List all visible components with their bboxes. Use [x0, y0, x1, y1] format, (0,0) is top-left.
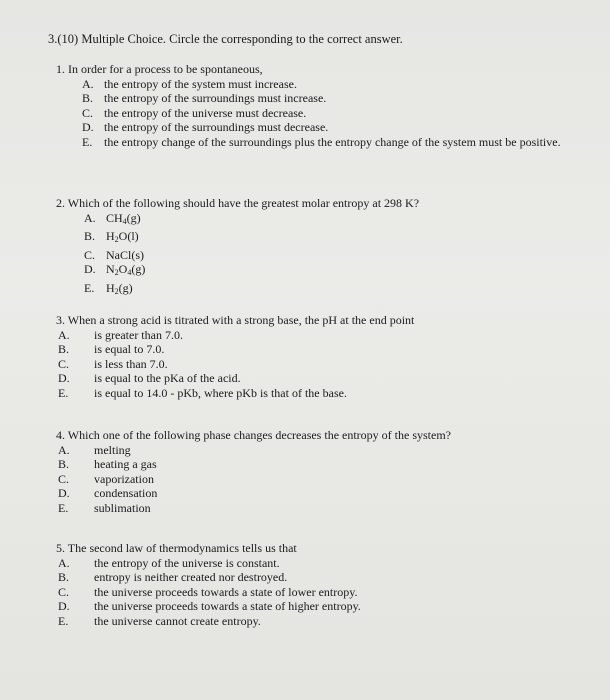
option-letter: E. [58, 385, 69, 400]
formula-part: (g) [131, 262, 146, 276]
option-text: is equal to the pKa of the acid. [94, 371, 241, 385]
formula-part: (g) [118, 280, 133, 295]
formula-h2 [106, 281, 576, 300]
formula-subscript: 2 [114, 235, 119, 244]
option-c[interactable] [84, 248, 576, 263]
question-text: 5. The second law of thermodynamics tells us that [56, 541, 297, 555]
option-text: the universe proceeds towards a state of lower entropy. [94, 584, 358, 599]
formula-part: O(l) [118, 229, 139, 243]
option-c[interactable] [82, 106, 576, 121]
option-e[interactable] [58, 614, 576, 629]
option-letter: C. [84, 247, 96, 262]
option-text: the entropy of the surroundings must decrease. [104, 120, 329, 134]
option-letter: B. [58, 342, 70, 356]
question-3 [56, 313, 576, 400]
option-a[interactable] [58, 556, 576, 571]
question-5 [56, 541, 576, 628]
formula-subscript: 2 [114, 268, 119, 277]
option-e[interactable] [58, 386, 576, 401]
option-letter: E. [58, 613, 69, 628]
option-text: the entropy change of the surroundings plus the entropy change of the system must be positive. [104, 134, 561, 149]
option-d[interactable] [82, 120, 576, 135]
option-letter: D. [58, 486, 70, 500]
option-b[interactable] [84, 229, 576, 248]
option-text: is greater than 7.0. [94, 327, 183, 342]
option-e[interactable] [84, 281, 576, 300]
formula-part: H [106, 280, 115, 295]
question-1 [56, 62, 576, 149]
option-text: melting [94, 442, 131, 457]
option-letter: A. [82, 76, 94, 91]
option-text: entropy is neither created nor destroyed. [94, 570, 288, 584]
option-a[interactable] [84, 211, 576, 230]
option-text: the entropy of the universe must decrease. [104, 105, 307, 120]
formula-nacl: NaCl(s) [106, 247, 144, 262]
option-text: is equal to 14.0 - pKb, where pKb is that of the base. [94, 385, 347, 400]
option-text: condensation [94, 486, 158, 500]
formula-part: CH [106, 210, 123, 225]
option-b[interactable] [58, 342, 576, 357]
option-c[interactable] [58, 472, 576, 487]
option-letter: C. [58, 356, 70, 371]
option-d[interactable] [58, 371, 576, 386]
formula-part: N [106, 262, 115, 276]
option-text: vaporization [94, 471, 154, 486]
option-letter: D. [82, 120, 94, 134]
question-text: 4. Which one of the following phase changes decreases the entropy of the system? [56, 428, 451, 442]
option-letter: D. [58, 371, 70, 385]
option-letter: B. [58, 570, 70, 584]
question-text: 1. In order for a process to be spontaneous, [56, 62, 263, 76]
option-letter: E. [82, 134, 93, 149]
option-text: the entropy of the surroundings must increase. [104, 91, 327, 105]
formula-n2o4 [106, 262, 576, 281]
option-letter: A. [58, 442, 70, 457]
option-letter: C. [58, 471, 70, 486]
option-text: the universe proceeds towards a state of higher entropy. [94, 599, 361, 613]
option-e[interactable] [58, 501, 576, 516]
question-text: 2. Which of the following should have the greatest molar entropy at 298 K? [56, 196, 420, 210]
formula-part: (g) [126, 210, 141, 225]
option-a[interactable] [58, 328, 576, 343]
option-e[interactable] [82, 135, 576, 150]
option-letter: C. [82, 105, 94, 120]
option-b[interactable] [58, 457, 576, 472]
option-letter: D. [84, 262, 96, 276]
option-letter: A. [84, 210, 96, 225]
option-a[interactable] [82, 77, 576, 92]
option-letter: C. [58, 584, 70, 599]
option-letter: B. [82, 91, 94, 105]
option-text: the entropy of the universe is constant. [94, 555, 280, 570]
option-text: the entropy of the system must increase. [104, 76, 297, 91]
option-text: the universe cannot create entropy. [94, 613, 261, 628]
option-text: heating a gas [94, 457, 157, 471]
option-letter: D. [58, 599, 70, 613]
option-letter: A. [58, 555, 70, 570]
option-letter: E. [58, 500, 69, 515]
option-letter: B. [84, 229, 96, 243]
formula-h2o [106, 229, 576, 248]
formula-part: O [118, 262, 128, 276]
option-letter: E. [84, 280, 95, 295]
formula-ch4 [106, 211, 576, 230]
option-b[interactable] [58, 570, 576, 585]
option-d[interactable] [84, 262, 576, 281]
option-a[interactable] [58, 443, 576, 458]
formula-part: H [106, 229, 115, 243]
option-text: is equal to 7.0. [94, 342, 165, 356]
option-text: sublimation [94, 500, 151, 515]
option-d[interactable] [58, 599, 576, 614]
option-d[interactable] [58, 486, 576, 501]
question-text: 3. When a strong acid is titrated with a strong base, the pH at the end point [56, 313, 415, 327]
option-text: is less than 7.0. [94, 356, 168, 371]
option-letter: A. [58, 327, 70, 342]
formula-subscript: 2 [114, 286, 119, 296]
option-c[interactable] [58, 357, 576, 372]
question-2 [56, 196, 576, 299]
formula-subscript: 4 [127, 268, 132, 277]
section-heading: 3.(10) Multiple Choice. Circle the corresponding to the correct answer. [48, 32, 403, 46]
option-c[interactable] [58, 585, 576, 600]
question-4 [56, 428, 576, 515]
option-letter: B. [58, 457, 70, 471]
option-b[interactable] [82, 91, 576, 106]
formula-subscript: 4 [122, 216, 127, 226]
